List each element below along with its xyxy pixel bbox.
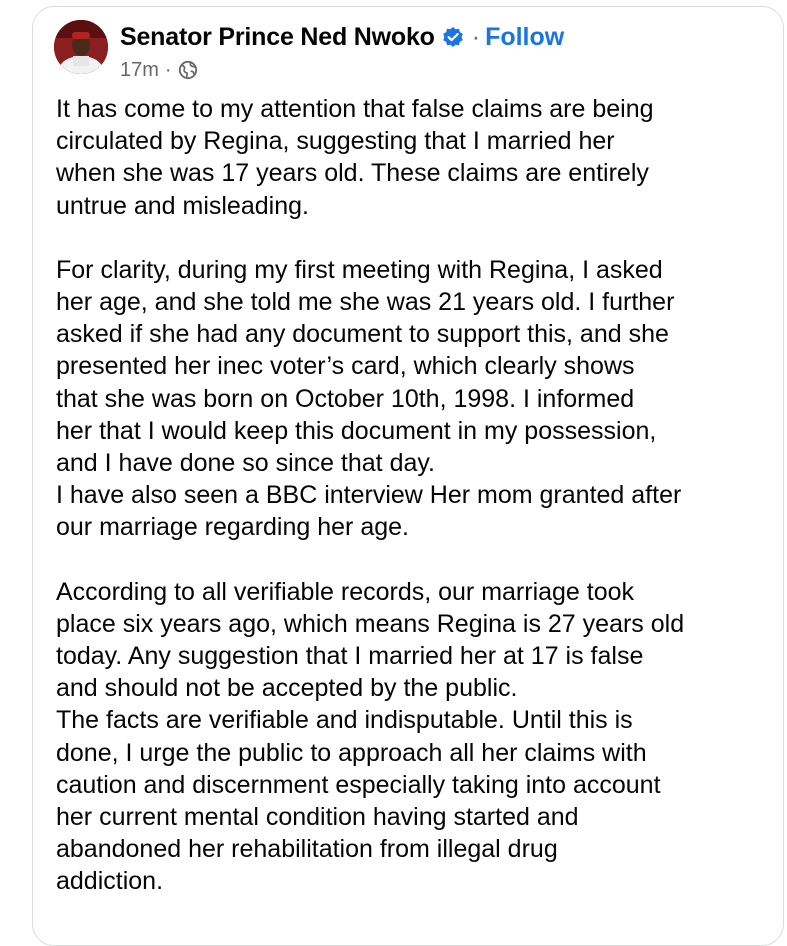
post-timestamp[interactable]: 17m — [120, 58, 159, 81]
post-paragraph — [56, 254, 776, 544]
post-text — [56, 93, 776, 930]
post-text-line: For clarity, during my first meeting with Regina, I asked — [56, 255, 663, 284]
globe-icon — [178, 60, 198, 80]
verified-badge-icon — [442, 26, 464, 48]
post-meta — [120, 57, 198, 83]
post-text-line: done, I urge the public to approach all her claims with — [56, 738, 647, 767]
post-text-line: presented her inec voter’s card, which clearly shows — [56, 352, 635, 381]
post-paragraph — [56, 576, 776, 898]
post-text-line: asked if she had any document to support this, and she — [56, 320, 669, 349]
post-text-line: According to all verifiable records, our marriage took — [56, 577, 635, 606]
post-text-line: untrue and misleading. — [56, 191, 309, 220]
author-name[interactable]: Senator Prince Ned Nwoko — [120, 22, 435, 51]
post-text-line: our marriage regarding her age. — [56, 513, 409, 542]
follow-button[interactable]: Follow — [485, 22, 565, 51]
post-text-line: I have also seen a BBC interview Her mom granted after — [56, 481, 682, 510]
post-paragraph — [56, 93, 776, 222]
post-text-line: when she was 17 years old. These claims are entirely — [56, 159, 649, 188]
post-text-line: circulated by Regina, suggesting that I married her — [56, 127, 615, 156]
post-text-line: and I have done so since that day. — [56, 449, 435, 478]
post-text-line: her that I would keep this document in my possession, — [56, 416, 657, 445]
meta-separator: · — [164, 58, 172, 81]
post-text-line: It has come to my attention that false claims are being — [56, 95, 654, 123]
post-text-line: abandoned her rehabilitation from illegal drug — [56, 835, 558, 864]
post-text-line: her current mental condition having started and — [56, 803, 579, 832]
avatar[interactable] — [54, 20, 108, 74]
post-text-line: The facts are verifiable and indisputable. Until this is — [56, 706, 633, 735]
post-text-line: caution and discernment especially taking into account — [56, 770, 661, 799]
post-text-line: her age, and she told me she was 21 years old. I further — [56, 288, 675, 317]
post-text-line: and should not be accepted by the public. — [56, 674, 518, 703]
post-text-line: today. Any suggestion that I married her at 17 is false — [56, 642, 644, 671]
post-text-line: place six years ago, which means Regina is 27 years old — [56, 609, 685, 638]
post-text-line: addiction. — [56, 867, 164, 896]
header-separator: · — [471, 22, 481, 51]
post-text-line: that she was born on October 10th, 1998. I informed — [56, 384, 635, 413]
post-header — [120, 20, 564, 54]
